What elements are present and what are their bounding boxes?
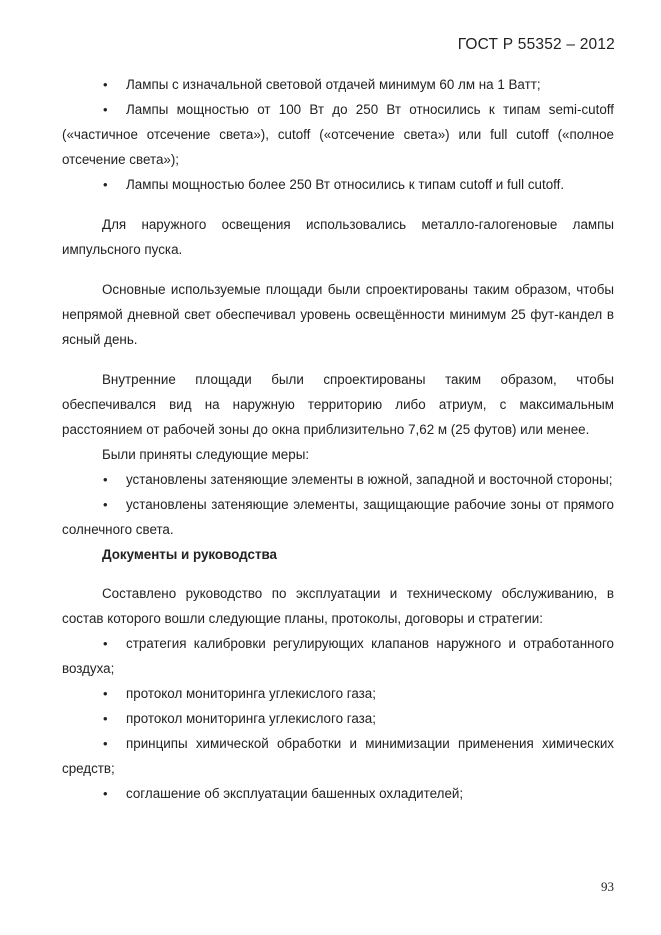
list-item (62, 492, 614, 542)
document-header: ГОСТ Р 55352 – 2012 (457, 36, 615, 53)
list-item-text: установлены затеняющие элементы в южной, западной и восточной стороны; (126, 472, 613, 487)
list-item (62, 706, 614, 731)
page-number: 93 (601, 879, 614, 894)
bullet-icon: • (103, 686, 108, 701)
list-item-text: протокол мониторинга углекислого газа; (126, 686, 376, 701)
list-item-text: стратегия калибровки регулирующих клапанов наружного и отработанного воздуха; (62, 636, 614, 676)
bullet-icon: • (103, 497, 108, 512)
bullet-icon: • (103, 636, 108, 651)
paragraph-section-intro: Составлено руководство по эксплуатации и техническому обслуживанию, в состав которого вошли следующие планы, протоколы, договоры и стратегии: (62, 586, 614, 626)
paragraph-internal-areas: Внутренние площади были спроектированы таким образом, чтобы обеспечивался вид на наружную территорию либо атриум, с максимальным расстоянием от рабочей зоны до окна приблизительно 7,62 м (25 футов) или менее. (62, 372, 614, 437)
section-heading: Документы и руководства (102, 547, 278, 562)
list-item-text: протокол мониторинга углекислого газа; (126, 711, 376, 726)
paragraph-measures-intro: Были приняты следующие меры: (102, 447, 310, 462)
list-item (62, 731, 614, 781)
list-item (62, 631, 614, 681)
bullet-icon: • (103, 472, 108, 487)
list-item (62, 97, 614, 172)
list-item (62, 467, 614, 492)
list-item-text: Лампы с изначальной световой отдачей минимум 60 лм на 1 Ватт; (126, 77, 541, 92)
list-item (62, 781, 614, 806)
bullet-icon: • (103, 77, 108, 92)
list-item (62, 681, 614, 706)
list-item-text: Лампы мощностью от 100 Вт до 250 Вт относились к типам semi-cutoff («частичное отсечение света»), cutoff («отсечение света») или full cutoff («полное отсечение света»); (62, 102, 614, 167)
bullet-icon: • (103, 711, 108, 726)
list-item-text: Лампы мощностью более 250 Вт относились к типам cutoff и full cutoff. (126, 177, 565, 192)
list-item (62, 172, 614, 197)
bullet-icon: • (103, 786, 108, 801)
list-item (62, 72, 614, 97)
bullet-icon: • (103, 177, 108, 192)
paragraph-main-areas: Основные используемые площади были спроектированы таким образом, чтобы непрямой дневной свет обеспечивал уровень освещённости минимум 25 фут-кандел в ясный день. (62, 282, 614, 347)
list-item-text: соглашение об эксплуатации башенных охладителей; (126, 786, 464, 801)
list-item-text: установлены затеняющие элементы, защищающие рабочие зоны от прямого солнечного света. (62, 497, 614, 537)
paragraph-outdoor-lighting: Для наружного освещения использовались металло-галогеновые лампы импульсного пуска. (62, 217, 614, 257)
list-item-text: принципы химической обработки и минимизации применения химических средств; (62, 736, 614, 776)
document-body (62, 72, 614, 806)
bullet-icon: • (103, 736, 108, 751)
bullet-icon: • (103, 102, 108, 117)
